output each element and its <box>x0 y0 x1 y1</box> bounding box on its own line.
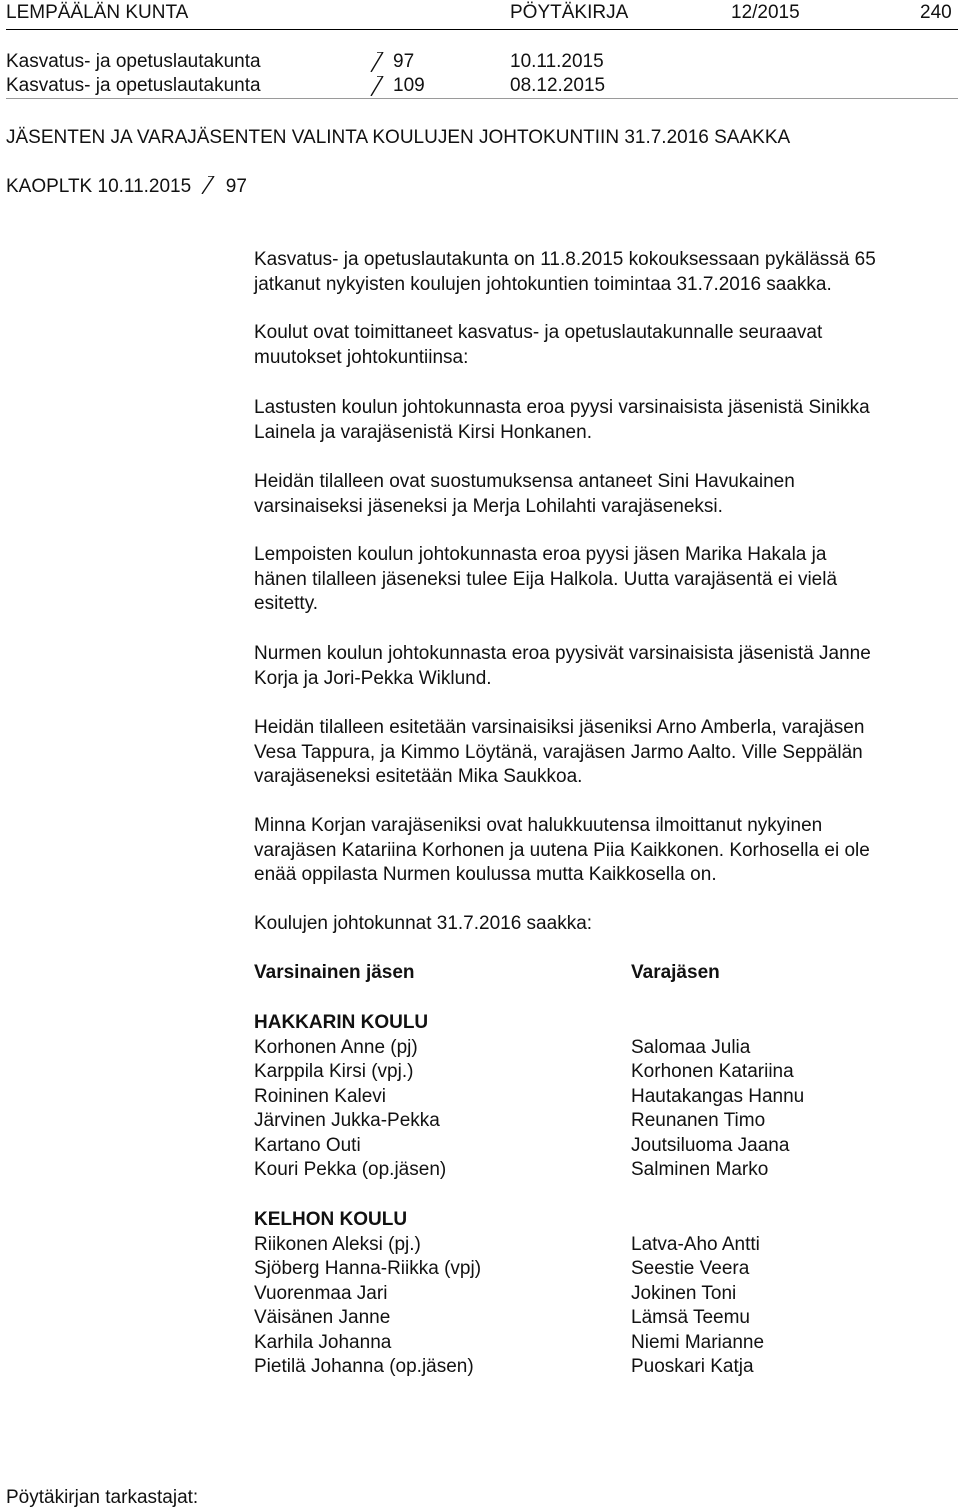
paragraph: Nurmen koulun johtokunnasta eroa pyysivät varsinaisista jäsenistä Janne Korja ja Jori-Pekka Wiklund. <box>254 643 871 689</box>
list-item: Sjöberg Hanna-Riikka (vpj) <box>254 1258 482 1279</box>
reference-date: 08.12.2015 <box>510 75 606 96</box>
paragraph: Minna Korjan varajäseniksi ovat halukkuutensa ilmoittanut nykyinen varajäsen Katariina Korhonen ja uutena Piia Kaikkonen. Korhosella ei ole enää oppilasta Nurmen koulussa mutta Kaikkosella on. <box>254 815 870 885</box>
section-sign-icon <box>369 52 385 72</box>
document-subtitle <box>6 175 247 200</box>
school-name: KELHON KOULU <box>254 1209 408 1230</box>
school-name: HAKKARIN KOULU <box>254 1012 429 1033</box>
list-item: Riikonen Aleksi (pj.) <box>254 1233 421 1255</box>
document-type: PÖYTÄKIRJA <box>510 2 629 23</box>
section-sign-icon <box>200 176 216 194</box>
list-item: Hautakangas Hannu <box>631 1085 805 1107</box>
list-item: Lämsä Teemu <box>631 1307 750 1328</box>
list-item: Pietilä Johanna (op.jäsen) <box>254 1356 474 1377</box>
list-item: Joutsiluoma Jaana <box>631 1134 790 1156</box>
paragraph: Koulujen johtokunnat 31.7.2016 saakka: <box>254 913 593 934</box>
list-item: Salomaa Julia <box>631 1036 751 1058</box>
reference-section: 97 <box>393 51 415 72</box>
list-item: Latva-Aho Antti <box>631 1233 760 1255</box>
school-members <box>254 1011 614 1183</box>
list-item: Vuorenmaa Jari <box>254 1282 388 1304</box>
list-item: Karhila Johanna <box>254 1331 392 1353</box>
subtitle-reference: KAOPLTK 10.11.2015 <box>6 176 192 197</box>
paragraph: Lastusten koulun johtokunnasta eroa pyysi varsinaisista jäsenistä Sinikka Lainela ja varajäsenistä Kirsi Honkanen. <box>254 397 870 443</box>
list-item: Niemi Marianne <box>631 1331 765 1353</box>
list-item: Korhonen Anne (pj) <box>254 1036 418 1058</box>
reviewers-label: Pöytäkirjan tarkastajat: <box>6 1487 199 1508</box>
page-number: 240 <box>920 2 952 23</box>
list-item: Puoskari Katja <box>631 1356 754 1377</box>
subtitle-section: 97 <box>225 176 247 197</box>
reference-section: 109 <box>393 75 425 96</box>
column-header-deputy: Varajäsen <box>631 962 720 983</box>
list-item: Reunanen Timo <box>631 1110 766 1131</box>
school-members <box>254 1208 614 1380</box>
list-item: Väisänen Janne <box>254 1307 391 1328</box>
reference-date: 10.11.2015 <box>510 51 604 72</box>
school-deputies <box>631 1233 951 1380</box>
header-divider <box>6 29 958 30</box>
list-item: Karppila Kirsi (vpj.) <box>254 1061 414 1082</box>
paragraph: Kasvatus- ja opetuslautakunta on 11.8.2015 kokouksessaan pykälässä 65 jatkanut nykyisten koulujen johtokuntien toimintaa 31.7.2016 saakka. <box>254 249 876 295</box>
reference-divider <box>6 98 958 99</box>
school-deputies <box>631 1036 951 1183</box>
column-header-member: Varsinainen jäsen <box>254 962 415 983</box>
list-item: Roininen Kalevi <box>254 1085 387 1107</box>
list-item: Salminen Marko <box>631 1159 769 1180</box>
organization-name: LEMPÄÄLÄN KUNTA <box>6 2 189 23</box>
document-title: JÄSENTEN JA VARAJÄSENTEN VALINTA KOULUJEN JOHTOKUNTIIN 31.7.2016 SAAKKA <box>6 127 791 148</box>
list-item: Kartano Outi <box>254 1134 361 1156</box>
reference-body: Kasvatus- ja opetuslautakunta <box>6 75 261 96</box>
list-item: Kouri Pekka (op.jäsen) <box>254 1159 447 1180</box>
section-sign-icon <box>369 76 385 96</box>
list-item: Korhonen Katariina <box>631 1061 794 1082</box>
list-item: Seestie Veera <box>631 1258 750 1279</box>
list-item: Jokinen Toni <box>631 1282 737 1304</box>
paragraph: Heidän tilalleen esitetään varsinaisiksi jäseniksi Arno Amberla, varajäsen Vesa Tappura, ja Kimmo Löytänä, varajäsen Jarmo Aalto. Ville Seppälän varajäseneksi esitetään Mika Saukkoa. <box>254 717 865 787</box>
reference-body: Kasvatus- ja opetuslautakunta <box>6 51 261 72</box>
paragraph: Koulut ovat toimittaneet kasvatus- ja opetuslautakunnalle seuraavat muutokset johtokuntiinsa: <box>254 322 823 368</box>
list-item: Järvinen Jukka-Pekka <box>254 1110 440 1131</box>
paragraph: Heidän tilalleen ovat suostumuksensa antaneet Sini Havukainen varsinaiseksi jäseneksi ja Merja Lohilahti varajäseneksi. <box>254 471 795 517</box>
paragraph: Lempoisten koulun johtokunnasta eroa pyysi jäsen Marika Hakala ja hänen tilalleen jäseneksi tulee Eija Halkola. Uutta varajäsentä ei vielä esitetty. <box>254 544 838 614</box>
document-number: 12/2015 <box>731 2 800 23</box>
